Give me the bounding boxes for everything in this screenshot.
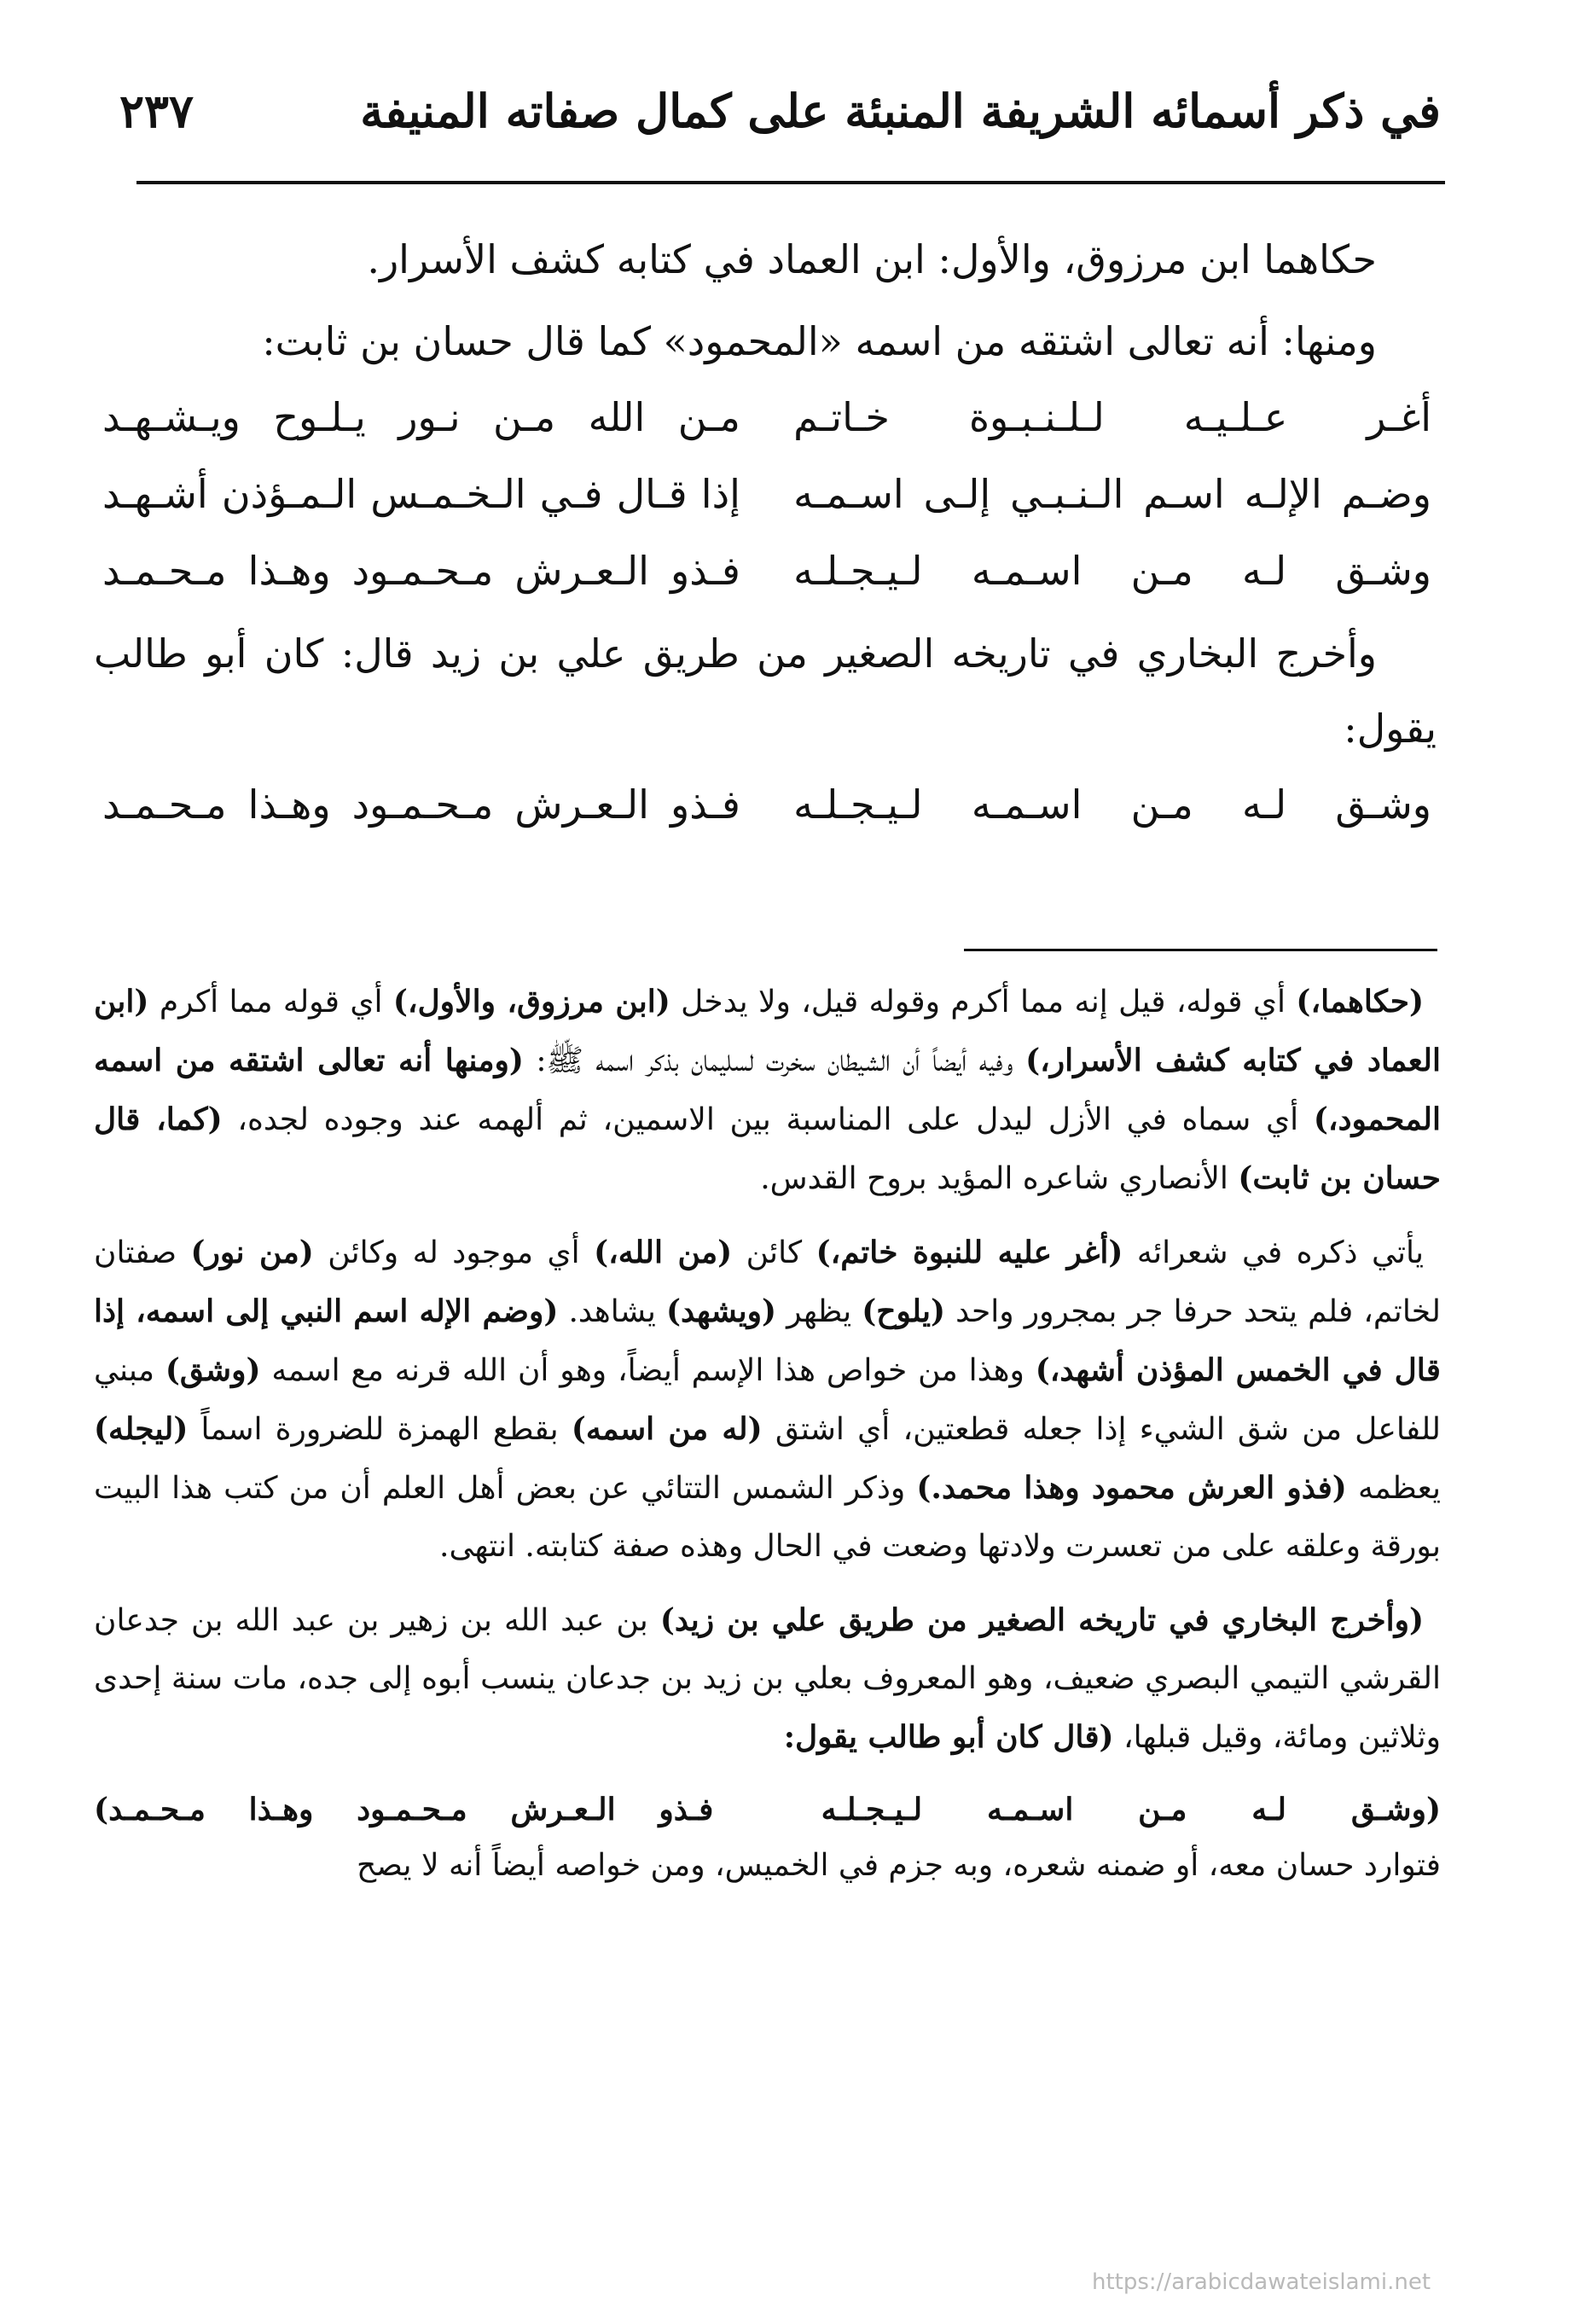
commentary-text: أي قوله مما أكرم — [148, 985, 393, 1020]
verse-second-hemistich: فـذو الـعـرش مـحـمـود وهـذا مـحـمـد — [102, 548, 740, 594]
commentary-quote: (وشق) — [165, 1352, 261, 1388]
commentary-quote: (وضم الإله اسم النبي إلى اسمه، إذا قال في الخمس المؤذن أشهد،) — [94, 1293, 1441, 1388]
verse-first-hemistich: وضـم الإلـه اسـم الـنـبـي إلـى اسـمـه — [793, 471, 1431, 517]
poem-verse-2 — [94, 456, 1437, 532]
commentary-quote: (وأخرج البخاري في تاريخه الصغير من طريق علي بن زيد) — [659, 1602, 1425, 1638]
commentary-paragraph-1 — [94, 973, 1441, 1208]
commentary-text: أي سماه في الأزل ليدل على المناسبة بين الاسمين، ثم ألهمه عند وجوده لجده، — [222, 1102, 1314, 1137]
header-divider — [136, 181, 1445, 184]
commentary-text: أي قوله، قيل إنه مما أكرم وقوله قيل، ولا يدخل — [670, 985, 1297, 1020]
commentary-verse — [94, 1782, 1441, 1837]
chapter-title: في ذكر أسمائه الشريفة المنبئة على كمال صفاته المنيفة — [360, 84, 1441, 138]
commentary-text: كائن — [732, 1235, 816, 1270]
commentary-divider — [964, 949, 1437, 951]
commentary-text: بن عبد الله بن زهير بن عبد الله بن جدعان القرشي التيمي البصري ضعيف، وهو المعروف بعلي بن زيد بن جدعان ينسب أبوه إلى جده، مات سنة إحدى وثلاثين ومائة، وقيل قبلها، — [94, 1603, 1441, 1755]
commentary-quote: (ابن العماد في كتابه كشف الأسرار،) — [94, 984, 1442, 1078]
main-paragraph-3: وأخرج البخاري في تاريخه الصغير من طريق علي بن زيد قال: كان أبو طالب يقول: — [94, 630, 1437, 752]
commentary-text: يأتي ذكره في شعرائه — [1123, 1235, 1424, 1270]
commentary — [94, 973, 1441, 1910]
watermark-url: https://arabicdawateislami.net — [1092, 2269, 1431, 2295]
commentary-quote: (ومنها أنه تعالى اشتقه من اسمه المحمود،) — [94, 1043, 1441, 1137]
verse-second-hemistich: فـذو الـعـرش مـحـمـود وهـذا مـحـمـد — [102, 781, 740, 828]
verse-second-hemistich: فـذو الـعـرش مـحـمـود وهـذا مـحـمـد) — [94, 1792, 714, 1827]
commentary-paragraph-4: فتوارد حسان معه، أو ضمنه شعره، وبه جزم في الخميس، ومن خواصه أيضاً أنه لا يصح — [357, 1848, 1441, 1883]
commentary-quote: (ابن مرزوق، والأول،) — [392, 984, 670, 1020]
commentary-quote: (أغر عليه للنبوة خاتم،) — [816, 1235, 1123, 1270]
commentary-text: وفيه أيضاً أن الشيطان سخرت لسليمان بذكر اسمه ﷺ: — [523, 1043, 1026, 1078]
verse-first-hemistich: (وشـق لـه مـن اسـمـه لـيـجـلـه — [821, 1792, 1441, 1827]
commentary-quote: (يلوح) — [862, 1293, 946, 1329]
commentary-text: يظهر — [776, 1294, 862, 1329]
commentary-text: يعظمه — [1346, 1471, 1441, 1506]
verse-second-hemistich: مـن الله مـن نـور يـلـوح ويـشـهـد — [102, 394, 740, 440]
commentary-quote: (فذو العرش محمود وهذا محمد.) — [916, 1470, 1347, 1506]
commentary-quote: (كما، قال حسان بن ثابت) — [94, 1101, 1441, 1196]
commentary-quote: (ويشهد) — [665, 1293, 777, 1329]
commentary-text: مبني للفاعل من شق الشيء إذا جعله قطعتين، أي اشتق — [94, 1353, 1441, 1447]
main-paragraph-1: حكاهما ابن مرزوق، والأول: ابن العماد في كتابه كشف الأسرار. — [367, 236, 1377, 282]
commentary-text: أي موجود له وكائن — [313, 1235, 595, 1270]
running-header — [85, 84, 1441, 160]
poem-verse-final — [94, 766, 1437, 843]
commentary-text: وذكر الشمس التتائي عن بعض أهل العلم أن من كتب هذا البيت بورقة وعلقه على من تعسرت ولادتها وضعت في الحال وهذه صفة كتابته. انتهى. — [94, 1471, 1441, 1564]
commentary-quote: (قال كان أبو طالب يقول: — [783, 1719, 1114, 1755]
main-paragraph-2: ومنها: أنه تعالى اشتقه من اسمه «المحمود» كما قال حسان بن ثابت: — [262, 318, 1377, 364]
commentary-text: بقطع الهمزة للضرورة اسماً — [188, 1412, 572, 1447]
main-text — [94, 222, 1437, 843]
commentary-paragraph-3 — [94, 1591, 1441, 1767]
commentary-text: وهذا من خواص هذا الإسم أيضاً، وهو أن الله قرنه مع اسمه — [260, 1353, 1036, 1388]
commentary-quote: (ليجله) — [94, 1411, 189, 1447]
commentary-paragraph-2 — [94, 1223, 1441, 1576]
verse-second-hemistich: إذا قـال فـي الـخـمـس الـمـؤذن أشـهـد — [102, 471, 740, 517]
page-number: ٢٣٧ — [119, 84, 194, 138]
commentary-quote: (من نور) — [190, 1235, 314, 1270]
commentary-text: صفتان لخاتم، فلم يتحد حرفا جر بمجرور واحد — [94, 1235, 1441, 1329]
commentary-text: يشاهد. — [558, 1294, 666, 1329]
commentary-text: الأنصاري شاعره المؤيد بروح القدس. — [760, 1161, 1239, 1196]
poem-verse-3 — [94, 532, 1437, 609]
commentary-quote: (من الله،) — [594, 1235, 733, 1270]
commentary-quote: (له من اسمه) — [571, 1411, 763, 1447]
commentary-quote: (حكاهما،) — [1296, 984, 1424, 1020]
verse-first-hemistich: أغـر عـلـيـه لـلـنـبـوة خـاتـم — [793, 394, 1431, 440]
poem-verse-1 — [94, 379, 1437, 456]
verse-first-hemistich: وشـق لـه مـن اسـمـه لـيـجـلـه — [793, 548, 1431, 594]
verse-first-hemistich: وشـق لـه مـن اسـمـه لـيـجـلـه — [793, 781, 1431, 828]
